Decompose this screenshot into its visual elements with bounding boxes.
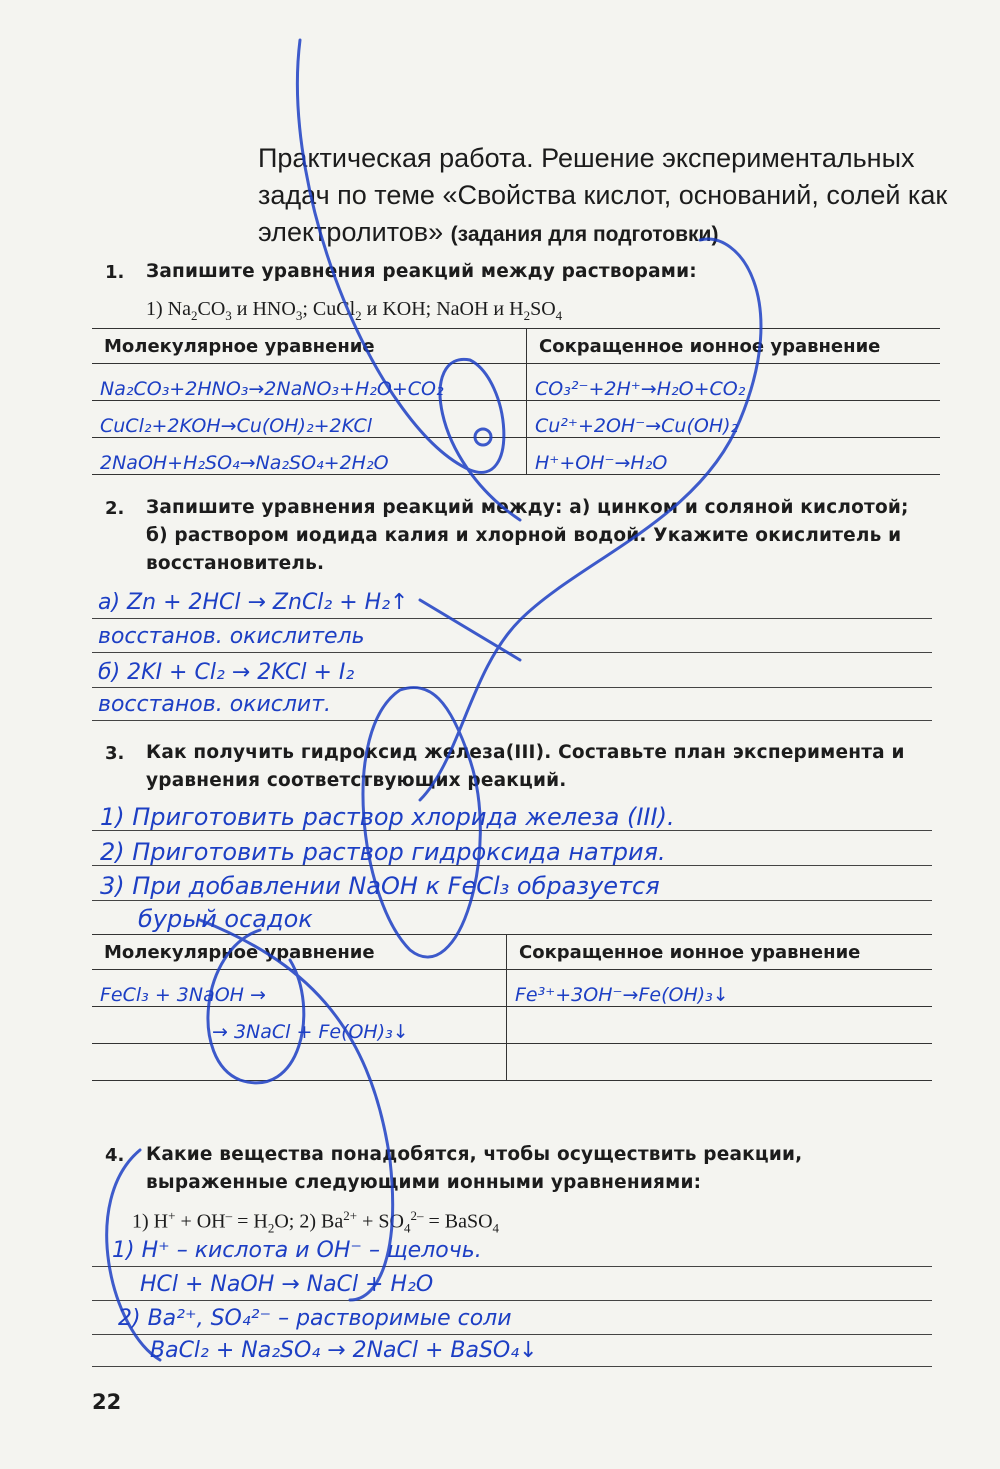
answer-line	[92, 1334, 932, 1335]
answer-line	[92, 687, 932, 688]
task1-formula: 1) $Na_2CO_3$ и $HNO_3$; CuCl$_2$ и KOH; NaOH и $H_2SO_4$	[146, 298, 563, 323]
task2-text: Запишите уравнения реакций между: а) цинком и соляной кислотой; б) раствором иодида калия и хлорной водой. Укажите окислитель и восстановитель.	[146, 497, 909, 574]
answer-line	[92, 1366, 932, 1367]
task2-answer-3: б) 2KI + Cl₂ → 2KCl + I₂	[98, 660, 355, 685]
page-title	[258, 140, 948, 253]
molecular-eq-cell	[92, 1044, 507, 1081]
answer-line	[92, 900, 932, 901]
task1-text: Запишите уравнения реакций между растворами:	[146, 261, 697, 282]
answer-line	[92, 1300, 932, 1301]
task4-answer-2: HCl + NaOH → NaCl + H₂O	[140, 1272, 434, 1297]
ionic-eq-cell	[507, 1044, 933, 1081]
title-subtitle: (задания для подготовки)	[450, 223, 719, 246]
molecular-eq-cell: FeCl₃ + 3NaOH →	[92, 970, 507, 1007]
task4-answer-4: BaCl₂ + Na₂SO₄ → 2NaCl + BaSO₄↓	[150, 1338, 538, 1363]
task2-answer-1: а) Zn + 2HCl → ZnCl₂ + H₂↑	[98, 590, 409, 615]
ionic-eq-cell: H⁺+OH⁻→H₂O	[527, 438, 941, 475]
table-row	[92, 438, 940, 475]
task2-answer-4: восстанов. окислит.	[98, 692, 332, 717]
molecular-eq-cell: → 3NaCl + Fe(OH)₃↓	[92, 1007, 507, 1044]
page-number: 22	[92, 1390, 122, 1414]
task3-text: Как получить гидроксид железа(III). Составьте план эксперимента и уравнения соответствующих реакций.	[146, 742, 905, 791]
task4-answer-3: 2) Ba²⁺, SO₄²⁻ – растворимые соли	[118, 1306, 512, 1331]
task4-number: 4.	[105, 1145, 125, 1166]
task2-answer-2: восстанов. окислитель	[98, 624, 365, 649]
scribble-stroke	[420, 600, 520, 660]
task4-formula: 1) $H^+ + OH^- = H_2O$; 2) $Ba^{2+} + SO_4^{2-}$ = BaSO$_4$	[132, 1208, 500, 1236]
answer-line	[92, 618, 932, 619]
table-row	[92, 970, 932, 1007]
task3-answer-1: 1) Приготовить раствор хлорида железа (III).	[100, 803, 675, 831]
ionic-eq-cell	[507, 1007, 933, 1044]
table-row	[92, 401, 940, 438]
task2-number: 2.	[105, 498, 125, 519]
molecular-eq-cell: Na₂CO₃+2HNO₃→2NaNO₃+H₂O+CO₂	[92, 364, 527, 401]
table-header-molecular: Молекулярное уравнение	[92, 329, 527, 364]
table-header-ionic: Сокращенное ионное уравнение	[507, 935, 933, 970]
molecular-eq-cell: 2NaOH+H₂SO₄→Na₂SO₄+2H₂O	[92, 438, 527, 475]
table-header-molecular: Молекулярное уравнение	[92, 935, 507, 970]
answer-line	[92, 652, 932, 653]
task4-answer-1: 1) H⁺ – кислота и OH⁻ – щелочь.	[112, 1238, 482, 1263]
task1-number: 1.	[105, 262, 125, 283]
ionic-eq-cell: CO₃²⁻+2H⁺→H₂O+CO₂	[527, 364, 941, 401]
answer-line	[92, 865, 932, 866]
table-row	[92, 1044, 932, 1081]
ionic-eq-cell: Cu²⁺+2OH⁻→Cu(OH)₂	[527, 401, 941, 438]
task4-text: Какие вещества понадобятся, чтобы осуществить реакции, выраженные следующими ионными уравнениями:	[146, 1144, 803, 1193]
task3-answer-2: 2) Приготовить раствор гидроксида натрия.	[100, 838, 666, 866]
molecular-eq-cell: CuCl₂+2KOH→Cu(OH)₂+2KCl	[92, 401, 527, 438]
task3-table	[92, 934, 932, 1081]
answer-line	[92, 830, 932, 831]
answer-line	[92, 720, 932, 721]
table-header-ionic: Сокращенное ионное уравнение	[527, 329, 941, 364]
table-row	[92, 364, 940, 401]
ionic-eq-cell: Fe³⁺+3OH⁻→Fe(OH)₃↓	[507, 970, 933, 1007]
table-row	[92, 1007, 932, 1044]
task3-answer-4: бурый осадок	[138, 905, 313, 933]
task3-number: 3.	[105, 743, 125, 764]
title-main: Практическая работа. Решение экспериментальных задач по теме «Свойства кислот, оснований, солей как электролитов»	[258, 143, 948, 247]
task3-answer-3: 3) При добавлении NaOH к FeCl₃ образуется	[100, 872, 660, 900]
task1-table	[92, 328, 940, 475]
answer-line	[92, 1266, 932, 1267]
